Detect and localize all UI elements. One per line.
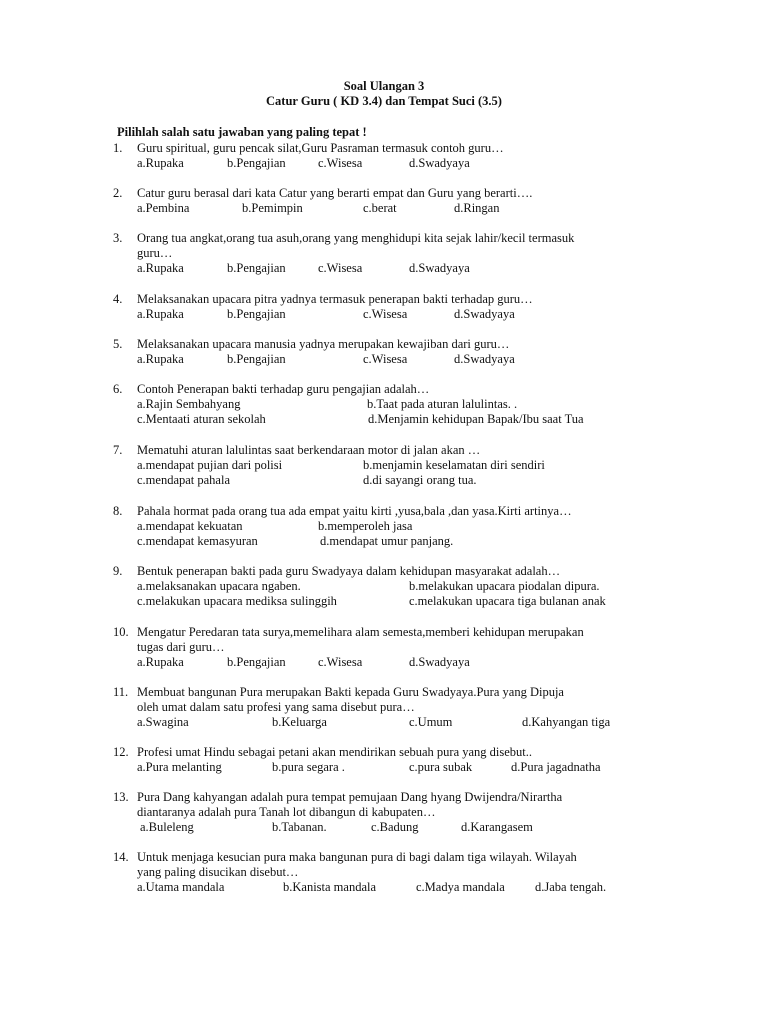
answer-option: b.melakukan upacara piodalan dipura. <box>409 579 600 593</box>
question-text: Guru spiritual, guru pencak silat,Guru Pasraman termasuk contoh guru… <box>137 141 504 155</box>
answer-option: c.Wisesa <box>318 655 363 669</box>
answer-option: b.Pengajian <box>227 156 286 170</box>
answer-option: a.Rupaka <box>137 352 184 366</box>
answer-option: a.Buleleng <box>140 820 194 834</box>
answer-option: c.mendapat kemasyuran <box>137 534 258 548</box>
question-text: Pahala hormat pada orang tua ada empat yaitu kirti ,yusa,bala ,dan yasa.Kirti artinya… <box>137 504 572 518</box>
question-number: 14. <box>113 850 129 864</box>
answer-option: a.Rupaka <box>137 156 184 170</box>
answer-option: c.Badung <box>371 820 419 834</box>
question-text: Melaksanakan upacara pitra yadnya termasuk penerapan bakti terhadap guru… <box>137 292 533 306</box>
answer-option: d.Kahyangan tiga <box>522 715 611 729</box>
question-number: 11. <box>113 685 129 699</box>
question-number: 13. <box>113 790 129 804</box>
instruction-text: Pilihlah salah satu jawaban yang paling tepat ! <box>117 125 367 139</box>
question-number: 10. <box>113 625 129 639</box>
answer-option: c.melakukan upacara mediksa sulinggih <box>137 594 337 608</box>
answer-option: a.Pura melanting <box>137 760 222 774</box>
answer-option: d.Menjamin kehidupan Bapak/Ibu saat Tua <box>368 412 584 426</box>
answer-option: d.Swadyaya <box>409 655 470 669</box>
question-text: Orang tua angkat,orang tua asuh,orang yang menghidupi kita sejak lahir/kecil termasuk <box>137 231 575 245</box>
answer-option: d.Karangasem <box>461 820 533 834</box>
question-number: 5. <box>113 337 123 351</box>
document-subtitle: Catur Guru ( KD 3.4) dan Tempat Suci (3.5) <box>266 94 502 108</box>
answer-option: b.Pengajian <box>227 261 286 275</box>
question-text: Mematuhi aturan lalulintas saat berkendaraan motor di jalan akan … <box>137 443 481 457</box>
answer-option: b.Taat pada aturan lalulintas. . <box>367 397 518 411</box>
answer-option: c.mendapat pahala <box>137 473 231 487</box>
answer-option: d.Ringan <box>454 201 500 215</box>
answer-option: a.Pembina <box>137 201 190 215</box>
answer-option: d.Swadyaya <box>454 307 515 321</box>
answer-option: b.Tabanan. <box>272 820 327 834</box>
question-number: 3. <box>113 231 123 245</box>
answer-option: c.Wisesa <box>363 352 408 366</box>
answer-option: a.Rupaka <box>137 261 184 275</box>
question-text: Bentuk penerapan bakti pada guru Swadyaya dalam kehidupan masyarakat adalah… <box>137 564 561 578</box>
answer-option: b.Pengajian <box>227 307 286 321</box>
answer-option: a.Rupaka <box>137 655 184 669</box>
question-number: 4. <box>113 292 123 306</box>
question-text: Profesi umat Hindu sebagai petani akan mendirikan sebuah pura yang disebut.. <box>137 745 533 759</box>
answer-option: d.mendapat umur panjang. <box>320 534 454 548</box>
answer-option: b.pura segara . <box>272 760 345 774</box>
question-number: 8. <box>113 504 123 518</box>
answer-option: c.Umum <box>409 715 453 729</box>
answer-option: c.berat <box>363 201 397 215</box>
question-number: 6. <box>113 382 123 396</box>
answer-option: c.Madya mandala <box>416 880 505 894</box>
question-text: tugas dari guru… <box>137 640 225 654</box>
answer-option: d.Swadyaya <box>409 156 470 170</box>
answer-option: d.di sayangi orang tua. <box>363 473 477 487</box>
question-text: Catur guru berasal dari kata Catur yang berarti empat dan Guru yang berarti…. <box>137 186 533 200</box>
question-text: diantaranya adalah pura Tanah lot dibangun di kabupaten… <box>137 805 436 819</box>
answer-option: a.mendapat pujian dari polisi <box>137 458 283 472</box>
answer-option: a.Swagina <box>137 715 189 729</box>
answer-option: b.menjamin keselamatan diri sendiri <box>363 458 545 472</box>
answer-option: b.Pengajian <box>227 352 286 366</box>
document-title: Soal Ulangan 3 <box>343 79 425 93</box>
answer-option: a.mendapat kekuatan <box>137 519 243 533</box>
question-text: oleh umat dalam satu profesi yang sama disebut pura… <box>137 700 415 714</box>
question-number: 1. <box>113 141 123 155</box>
question-text: Mengatur Peredaran tata surya,memelihara alam semesta,memberi kehidupan merupakan <box>137 625 584 639</box>
question-text: guru… <box>137 246 173 260</box>
answer-option: c.Wisesa <box>318 156 363 170</box>
answer-option: d.Pura jagadnatha <box>511 760 601 774</box>
answer-option: c.Wisesa <box>318 261 363 275</box>
answer-option: d.Swadyaya <box>454 352 515 366</box>
question-text: Contoh Penerapan bakti terhadap guru pengajian adalah… <box>137 382 430 396</box>
answer-option: a.Rajin Sembahyang <box>137 397 241 411</box>
answer-option: b.Kanista mandala <box>283 880 377 894</box>
answer-option: d.Swadyaya <box>409 261 470 275</box>
answer-option: a.Rupaka <box>137 307 184 321</box>
question-text: Membuat bangunan Pura merupakan Bakti kepada Guru Swadyaya.Pura yang Dipuja <box>137 685 564 699</box>
question-number: 12. <box>113 745 129 759</box>
question-text: Pura Dang kahyangan adalah pura tempat pemujaan Dang hyang Dwijendra/Nirartha <box>137 790 563 804</box>
question-number: 7. <box>113 443 123 457</box>
answer-option: b.Keluarga <box>272 715 327 729</box>
answer-option: c.pura subak <box>409 760 473 774</box>
question-number: 2. <box>113 186 123 200</box>
question-number: 9. <box>113 564 123 578</box>
answer-option: d.Jaba tengah. <box>535 880 607 894</box>
question-text: Untuk menjaga kesucian pura maka bangunan pura di bagi dalam tiga wilayah. Wilayah <box>137 850 577 864</box>
answer-option: c.Wisesa <box>363 307 408 321</box>
answer-option: a.melaksanakan upacara ngaben. <box>137 579 301 593</box>
answer-option: a.Utama mandala <box>137 880 225 894</box>
answer-option: b.memperoleh jasa <box>318 519 413 533</box>
question-text: Melaksanakan upacara manusia yadnya merupakan kewajiban dari guru… <box>137 337 510 351</box>
answer-option: c.Mentaati aturan sekolah <box>137 412 266 426</box>
answer-option: b.Pengajian <box>227 655 286 669</box>
question-text: yang paling disucikan disebut… <box>137 865 299 879</box>
answer-option: c.melakukan upacara tiga bulanan anak <box>409 594 606 608</box>
answer-option: b.Pemimpin <box>242 201 303 215</box>
